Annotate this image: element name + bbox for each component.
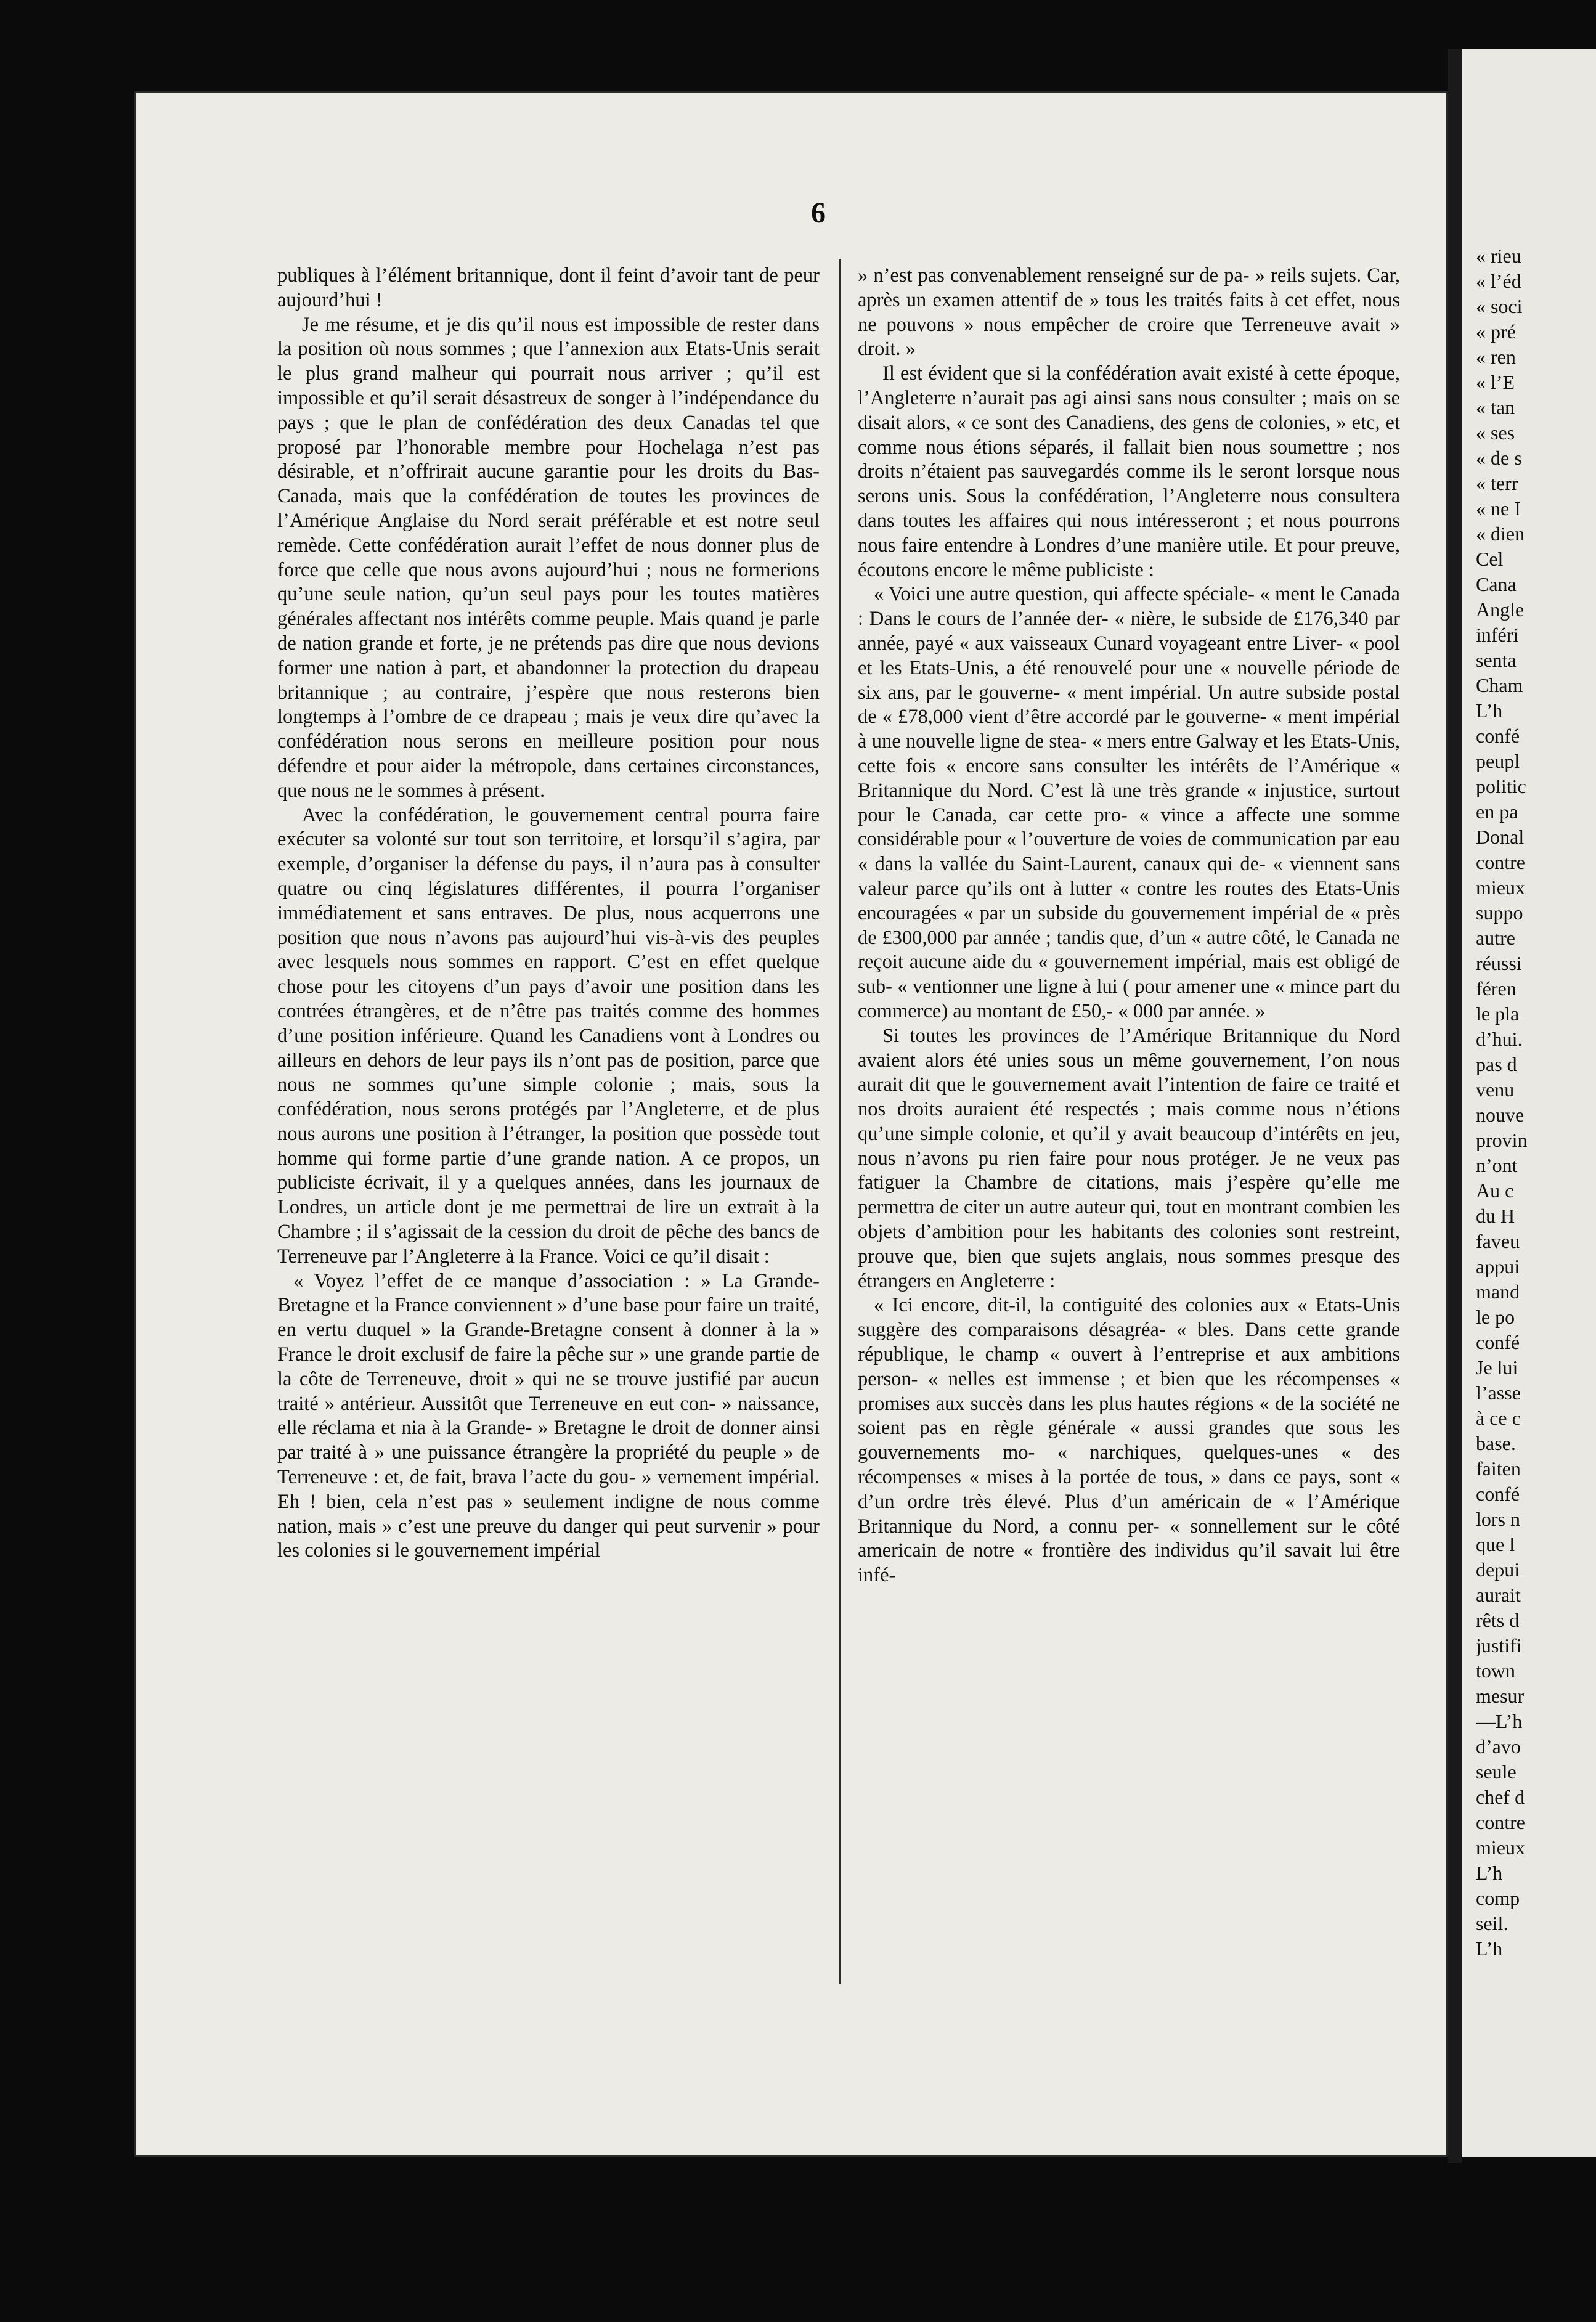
- next-page-line: seule: [1476, 1761, 1517, 1783]
- next-page-line: le po: [1476, 1306, 1515, 1328]
- next-page-line: « de s: [1476, 447, 1522, 469]
- next-page-line: réussi: [1476, 952, 1522, 974]
- next-page-line: venu: [1476, 1078, 1515, 1101]
- next-page-line: comp: [1476, 1887, 1520, 1909]
- next-page-line: « l’éd: [1476, 270, 1521, 292]
- next-page-fragments: [1476, 243, 1596, 1961]
- next-page-line: provin: [1476, 1129, 1528, 1151]
- next-page-line: politic: [1476, 775, 1526, 797]
- next-page-line: confé: [1476, 1331, 1520, 1353]
- next-page-line: « l’E: [1476, 371, 1515, 393]
- next-page-line: —L’h: [1476, 1710, 1523, 1732]
- next-page-line: mand: [1476, 1281, 1520, 1303]
- next-page-line: lors n: [1476, 1508, 1520, 1530]
- next-page-line: confé: [1476, 725, 1520, 747]
- next-page-line: d’avo: [1476, 1735, 1521, 1758]
- next-page-line: pas d: [1476, 1053, 1517, 1075]
- body-paragraph: Il est évident que si la confédération avait existé à cette époque, l’Angleterre n’aurait pas agi ainsi sans nous consulter ; mais on se disait alors, « ce sont des Canadiens, des gens de colonies, » etc, et comme nous étions séparés, il fallait bien nous soumettre ; nos droits n’étaient pas sauvegardés comme ils le seront lorsque nous serons unis. Sous la confédération, l’Angleterre nous consultera dans toutes les affaires qui nous intéresseront ; et nous pourrons nous faire entendre à Londres d’une manière utile. Et pour preuve, écoutons encore le même publiciste :: [858, 362, 1400, 581]
- next-page-line: « ren: [1476, 346, 1516, 368]
- next-page-line: féren: [1476, 977, 1517, 1000]
- next-page-line: Au c: [1476, 1179, 1514, 1202]
- next-page-line: seil.: [1476, 1912, 1508, 1934]
- body-paragraph: Si toutes les provinces de l’Amérique Britannique du Nord avaient alors été unies sous un même gouvernement, l’on nous aurait dit que le gouvernement avait l’intention de faire ce traité et nos droits auraient été respectés ; mais comme nous n’étions qu’une simple colonie, et qu’il y avait beaucoup d’intérêts en jeu, nous n’avons pu rien faire pour nous protéger. Je ne veux pas fatiguer la Chambre de citations, mais j’espère qu’elle me permettra de citer un autre auteur qui, tout en montrant combien les objets d’ambition pour les habitants des colonies sont restreint, prouve que, bien que sujets anglais, nous sommes presque des étrangers en Angleterre :: [858, 1024, 1400, 1292]
- next-page-line: n’ont: [1476, 1154, 1518, 1176]
- next-page-line: « pré: [1476, 320, 1516, 343]
- next-page-line: town: [1476, 1660, 1515, 1682]
- next-page-line: du H: [1476, 1205, 1515, 1227]
- body-paragraph: Avec la confédération, le gouvernement central pourra faire exécuter sa volonté sur tout son territoire, et lorsqu’il s’agira, par exemple, d’organiser la défense du pays, il n’aura pas à consulter quatre ou cinq législatures différentes, il pourra l’organiser immédiatement et sans entraves. De plus, nous acquerrons une position que nous n’avons pas aujourd’hui vis-à-vis des peuples avec lesquels nous sommes en rapport. C’est en effet quelque chose pour les citoyens d’un pays d’avoir une position dans les contrées étrangères, et de n’être pas traités comme des hommes d’une position inférieure. Quand les Canadiens vont à Londres ou ailleurs en dehors de leur pays ils n’ont pas de position, parce que nous ne sommes qu’une simple colonie ; mais, sous la confédération, nous serons protégés par l’Angleterre, et de plus nous aurons une position à l’étranger, la position que possède tout homme qui forme partie d’une grande nation. A ce propos, un publiciste écrivait, il y a quelques années, dans les journaux de Londres, un article dont je me permettrai de lire un extrait à la Chambre ; il s’agissait de la cession du droit de pêche des bancs de Terreneuve par l’Angleterre à la France. Voici ce qu’il disait :: [277, 804, 820, 1268]
- next-page-line: autre: [1476, 927, 1515, 949]
- next-page-line: suppo: [1476, 902, 1523, 924]
- next-page-line: « soci: [1476, 295, 1523, 317]
- next-page-line: contre: [1476, 1811, 1525, 1833]
- next-page-line: L’h: [1476, 699, 1503, 722]
- next-page-line: inféri: [1476, 624, 1519, 646]
- next-page-line: depui: [1476, 1558, 1520, 1581]
- next-page-line: Cel: [1476, 548, 1504, 570]
- next-page-line: que l: [1476, 1533, 1515, 1555]
- next-page-line: « rieu: [1476, 245, 1521, 267]
- next-page-line: Je lui: [1476, 1356, 1518, 1379]
- next-page-line: « ses: [1476, 422, 1515, 444]
- next-page-line: nouve: [1476, 1104, 1525, 1126]
- next-page-line: d’hui.: [1476, 1028, 1523, 1050]
- next-page-line: contre: [1476, 851, 1525, 873]
- next-page-line: faiten: [1476, 1457, 1521, 1480]
- quotation-paragraph: « Voici une autre question, qui affecte spéciale- « ment le Canada : Dans le cours de l’année der- « nière, le subside de £176,340 par année, payé « aux vaisseaux Cunard voyageant entre Liver- « pool et les Etats-Unis, a été renouvelé pour une « nouvelle période de six ans, par le gouverne- « ment impérial. Un autre subside postal de « £78,000 vient d’être accordé par le gouverne- « ment impérial à une nouvelle ligne de stea- « mers entre Galway et les Etats-Unis, cette fois « encore sans consulter les intérêts de l’Amérique « Britannique du Nord. C’est là une très grande « injustice, surtout pour le Canada, car cette pro- « vince a affecte une somme considérable pour « l’ouverture de voies de communication par eau « dans la vallée du Saint-Laurent, canaux qui de- « viennent sans valeur parce qu’ils ont à lutter « contre les routes des Etats-Unis encouragées « par un subside du gouvernement impérial de « près de £300,000 par année ; tandis que, d’un « autre côté, le Canada ne reçoit aucune aide du « gouvernement impérial, mais est obligé de sub- « ventionner une ligne à lui ( pour amener une « mince part du commerce) au montant de £50,- « 000 par année. »: [858, 583, 1400, 1022]
- right-text-column: [858, 264, 1400, 1588]
- next-page-line: chef d: [1476, 1786, 1525, 1808]
- next-page-line: confé: [1476, 1483, 1520, 1505]
- next-page-line: rêts d: [1476, 1609, 1520, 1631]
- next-page-line: mieux: [1476, 876, 1525, 898]
- next-page-line: Cana: [1476, 573, 1517, 595]
- next-page-line: en pa: [1476, 800, 1518, 823]
- left-text-column: [277, 264, 820, 1563]
- next-page-line: justifi: [1476, 1634, 1522, 1656]
- next-page-line: Donal: [1476, 826, 1525, 848]
- next-page-line: appui: [1476, 1255, 1520, 1277]
- next-page-line: base.: [1476, 1432, 1516, 1454]
- column-divider: [839, 259, 841, 1984]
- next-page-line: « ne I: [1476, 497, 1521, 519]
- next-page-line: senta: [1476, 649, 1517, 671]
- next-page-line: mieux: [1476, 1836, 1525, 1859]
- next-page-line: aurait: [1476, 1584, 1521, 1606]
- next-page-line: « terr: [1476, 472, 1518, 494]
- next-page-line: à ce c: [1476, 1407, 1521, 1429]
- next-page-line: « dien: [1476, 523, 1525, 545]
- next-page-line: mesur: [1476, 1685, 1525, 1707]
- quotation-paragraph: « Ici encore, dit-il, la contiguité des colonies aux « Etats-Unis suggère des comparaisons désagréa- « bles. Dans cette grande république, le champ « ouvert à l’entreprise et aux ambitions person- « nelles est immense ; et bien que les récompenses « promises aux succès dans les plus hautes régions « de la société ne soient pas en règle générale « aussi grandes que sous les gouvernements mo- « narchiques, quelques-unes « des récompenses « mises à la portée de tous, » dans ce pays, sont « d’un ordre très élevé. Plus d’un américain de « l’Amérique Britannique du Nord, a connu per- « sonnellement sur le côté americain de notre « frontière des individus qu’il savait lui être infé-: [858, 1294, 1400, 1587]
- next-page-line: L’h: [1476, 1862, 1503, 1884]
- next-page-line: faveu: [1476, 1230, 1520, 1252]
- next-page-line: « tan: [1476, 396, 1515, 418]
- next-page-line: L’h: [1476, 1937, 1503, 1960]
- next-page-line: l’asse: [1476, 1382, 1521, 1404]
- quotation-paragraph: « Voyez l’effet de ce manque d’association : » La Grande-Bretagne et la France conviennent » d’une base pour faire un traité, en vertu duquel » la Grande-Bretagne consent à donner à la » France le droit exclusif de faire la pêche sur » une grande partie de la côte de Terreneuve, droit » qui ne se trouve justifié par aucun traité » antérieur. Aussitôt que Terreneuve en eut con- » naissance, elle réclama et nia à la Grande- » Bretagne le droit de donner ainsi par traité à » une puissance étrangère la propriété du peuple » de Terreneuve : et, de fait, brava l’acte du gou- » vernement impérial. Eh ! bien, cela n’est pas » seulement indigne de nous comme nation, mais » c’est une preuve du danger qui peut survenir » pour les colonies si le gouvernement impérial: [277, 1269, 820, 1562]
- body-paragraph: publiques à l’élément britannique, dont il feint d’avoir tant de peur aujourd’hui !: [277, 264, 820, 311]
- page-gutter-shadow: [1448, 49, 1462, 2163]
- next-page-line: le pla: [1476, 1003, 1520, 1025]
- body-paragraph: Je me résume, et je dis qu’il nous est impossible de rester dans la position où nous sommes ; que l’annexion aux Etats-Unis serait le plus grand malheur qui pourrait nous arriver ; qu’il est impossible et qu’il serait désastreux de songer à l’indépendance du pays ; que le plan de confédération des deux Canadas tel que proposé par l’honorable membre pour Hochelaga n’est pas désirable, et n’offrirait aucune garantie pour les droits du Bas-Canada, mais que la confédération de toutes les provinces de l’Amérique Anglaise du Nord serait préférable et est notre seul remède. Cette confédération aurait l’effet de nous donner plus de force que celle que nous avons aujourd’hui ; nous ne formerions qu’une seule nation, qu’un seul pays pour les toutes matières générales affectant nos intérêts comme peuple. Mais quand je parle de nation grande et forte, je ne prétends pas dire que nous devions former une nation à part, et abandonner la protection du drapeau britannique ; au contraire, j’espère que nous resterons bien longtemps à l’ombre de ce drapeau ; mais je veux dire qu’avec la confédération nous serons en meilleure position pour nous défendre et pour aider la métropole, dans certaines circonstances, que nous ne le sommes à présent.: [277, 313, 820, 802]
- page-number: 6: [811, 197, 826, 229]
- next-page-line: Angle: [1476, 598, 1525, 621]
- next-page-line: peupl: [1476, 750, 1520, 772]
- next-page-line: Cham: [1476, 674, 1523, 696]
- body-paragraph: » n’est pas convenablement renseigné sur de pa- » reils sujets. Car, après un examen attentif de » tous les traités faits à cet effet, nous ne pouvons » nous empêcher de croire que Terreneuve avait » droit. »: [858, 264, 1400, 361]
